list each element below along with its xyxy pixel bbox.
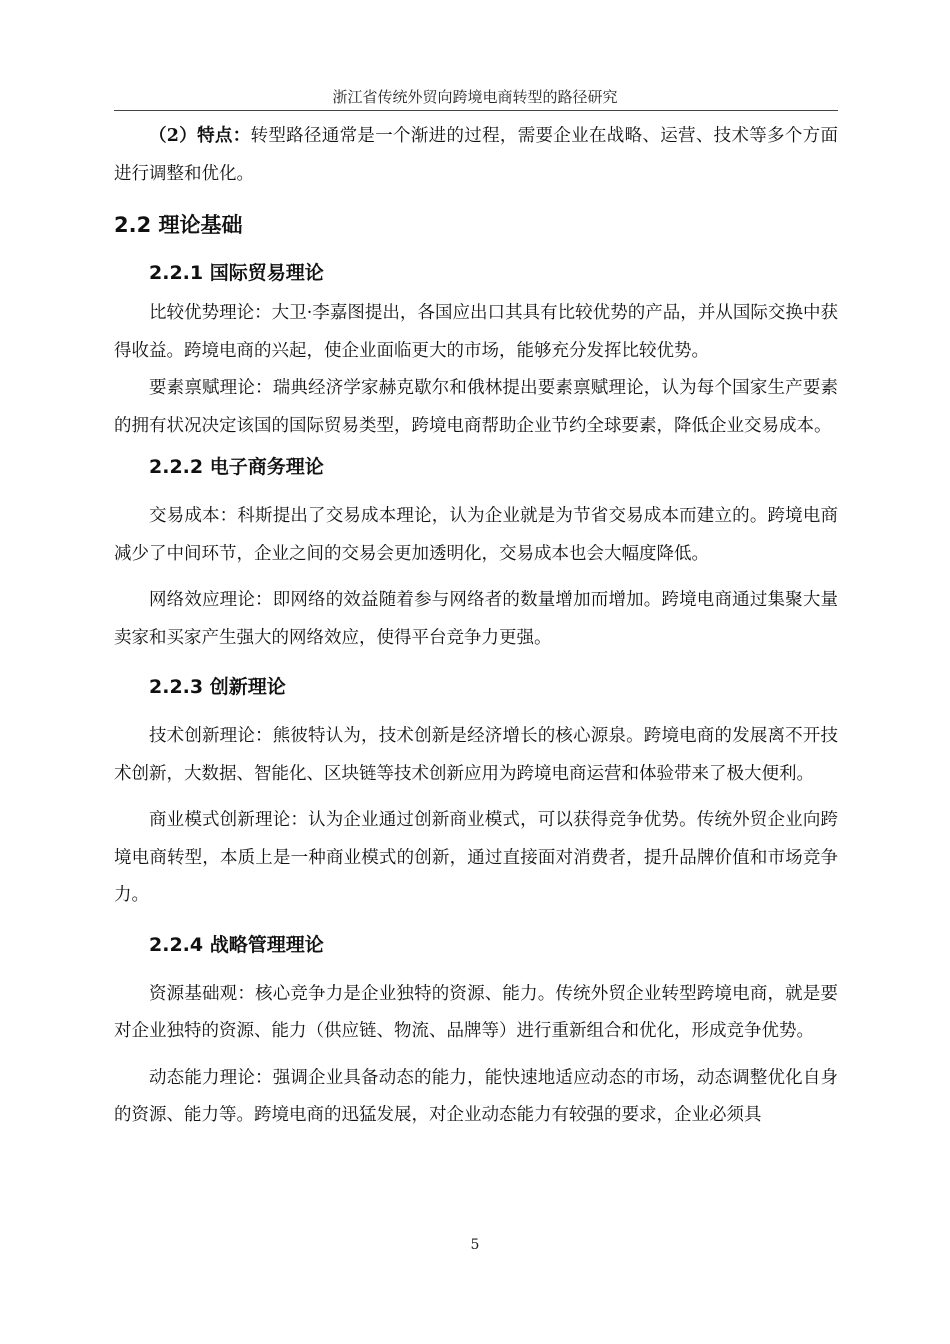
header-divider [114, 110, 838, 111]
paragraph-comparative-advantage: 比较优势理论：大卫·李嘉图提出，各国应出口其具有比较优势的产品，并从国际交换中获得收益。跨境电商的兴起，使企业面临更大的市场，能够充分发挥比较优势。 [114, 303, 838, 361]
subsection-heading-2-2-1: 2.2.1 国际贸易理论 [149, 262, 324, 284]
page-body [114, 118, 838, 1135]
paragraph-business-model-innovation: 商业模式创新理论：认为企业通过创新商业模式，可以获得竞争优势。传统外贸企业向跨境电商转型，本质上是一种商业模式的创新，通过直接面对消费者，提升品牌价值和市场竞争力。 [114, 810, 838, 905]
page-number: 5 [470, 1237, 480, 1253]
subsection-heading-2-2-3: 2.2.3 创新理论 [149, 676, 286, 698]
section-heading: 2.2 理论基础 [114, 213, 243, 237]
paragraph-network-effect: 网络效应理论：即网络的效益随着参与网络者的数量增加而增加。跨境电商通过集聚大量卖家和买家产生强大的网络效应，使得平台竞争力更强。 [114, 590, 838, 648]
paragraph-transaction-cost: 交易成本：科斯提出了交易成本理论，认为企业就是为节省交易成本而建立的。跨境电商减少了中间环节，企业之间的交易会更加透明化，交易成本也会大幅度降低。 [114, 506, 838, 564]
paragraph-technology-innovation: 技术创新理论：熊彼特认为，技术创新是经济增长的核心源泉。跨境电商的发展离不开技术创新，大数据、智能化、区块链等技术创新应用为跨境电商运营和体验带来了极大便利。 [114, 726, 838, 784]
subsection-heading-2-2-4: 2.2.4 战略管理理论 [149, 933, 324, 956]
paragraph-factor-endowment: 要素禀赋理论：瑞典经济学家赫克歇尔和俄林提出要素禀赋理论，认为每个国家生产要素的拥有状况决定该国的国际贸易类型，跨境电商帮助企业节约全球要素，降低企业交易成本。 [114, 378, 838, 436]
subsection-heading-2-2-2: 2.2.2 电子商务理论 [149, 456, 324, 478]
paragraph-resource-based-view: 资源基础观：核心竞争力是企业独特的资源、能力。传统外贸企业转型跨境电商，就是要对企业独特的资源、能力（供应链、物流、品牌等）进行重新组合和优化，形成竞争优势。 [114, 983, 838, 1041]
running-header: 浙江省传统外贸向跨境电商转型的路径研究 [332, 88, 618, 106]
intro-paragraph [114, 118, 838, 193]
paragraph-dynamic-capability: 动态能力理论：强调企业具备动态的能力，能快速地适应动态的市场，动态调整优化自身的资源、能力等。跨境电商的迅猛发展，对企业动态能力有较强的要求，企业必须具 [114, 1067, 838, 1125]
intro-text: 转型路径通常是一个渐进的过程，需要企业在战略、运营、技术等多个方面进行调整和优化。 [114, 126, 838, 184]
intro-lead: （2）特点： [149, 126, 251, 146]
